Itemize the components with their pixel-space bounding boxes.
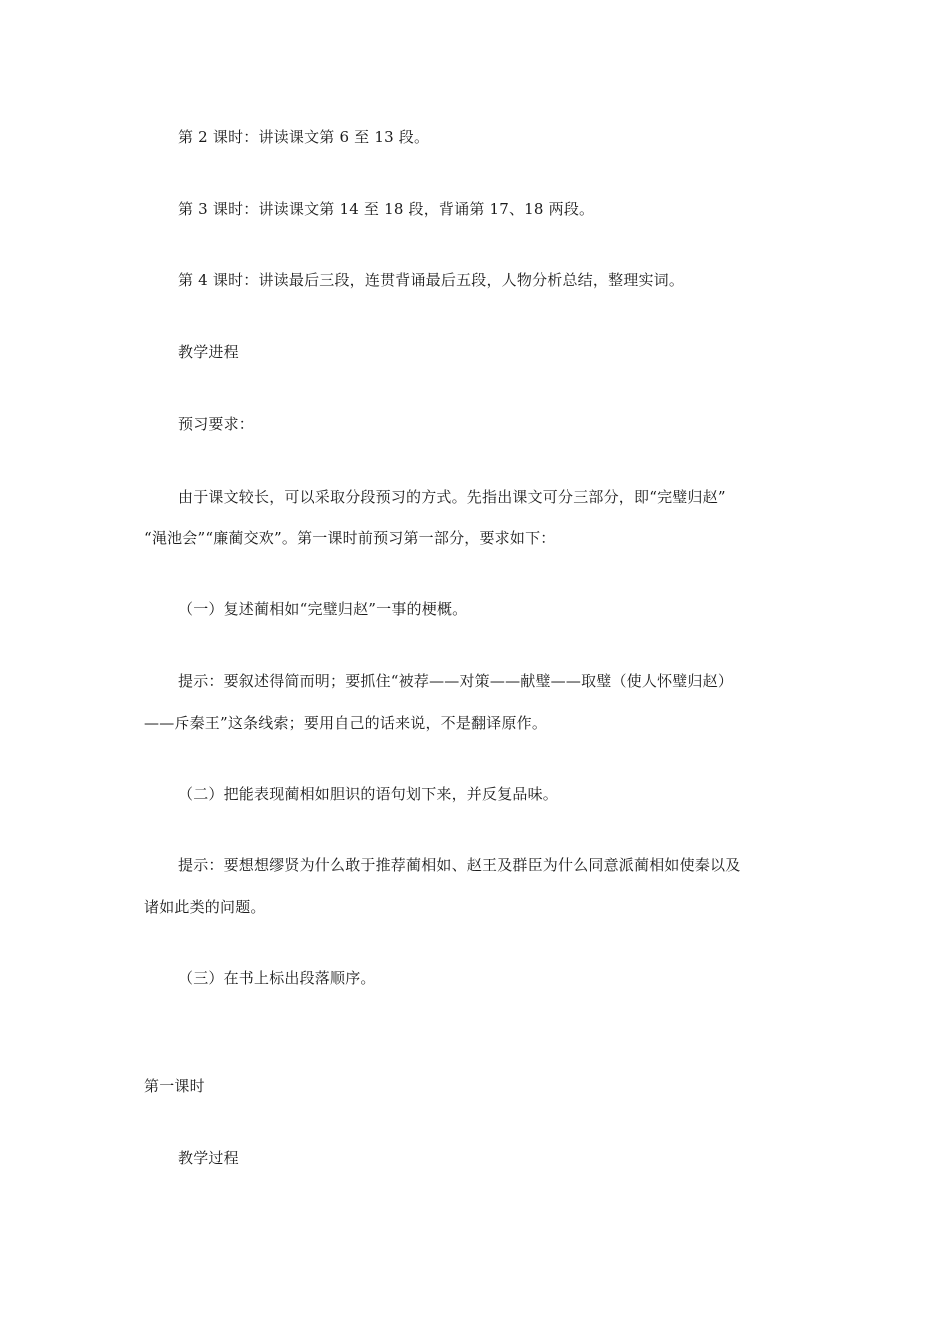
- first-lesson-heading: 第一课时: [144, 1077, 205, 1095]
- preview-item-2: （二）把能表现蔺相如胆识的语句划下来，并反复品味。: [178, 785, 559, 803]
- hint-1-line-1: 提示：要叙述得简而明；要抓住“被荐——对策——献璧——取璧（使人怀璧归赵）: [178, 672, 734, 690]
- teaching-process-heading: 教学进程: [178, 343, 239, 361]
- lesson-3-schedule: 第 3 课时：讲读课文第 14 至 18 段，背诵第 17、18 两段。: [178, 200, 595, 218]
- lesson-4-schedule: 第 4 课时：讲读最后三段，连贯背诵最后五段，人物分析总结，整理实词。: [178, 271, 685, 289]
- hint-1-line-2: ——斥秦王”这条线索；要用自己的话来说，不是翻译原作。: [144, 714, 548, 732]
- hint-2-line-1: 提示：要想想缪贤为什么敢于推荐蔺相如、赵王及群臣为什么同意派蔺相如使秦以及: [178, 856, 741, 874]
- preview-intro-line-1: 由于课文较长，可以采取分段预习的方式。先指出课文可分三部分，即“完璧归赵”: [178, 488, 726, 506]
- preview-item-1: （一）复述蔺相如“完璧归赵”一事的梗概。: [178, 600, 468, 618]
- preview-item-3: （三）在书上标出段落顺序。: [178, 969, 376, 987]
- lesson-2-schedule: 第 2 课时：讲读课文第 6 至 13 段。: [178, 128, 430, 146]
- teaching-steps-heading: 教学过程: [178, 1149, 239, 1167]
- preview-intro-line-2: “渑池会”“廉蔺交欢”。第一课时前预习第一部分，要求如下：: [144, 529, 556, 547]
- preview-requirements-heading: 预习要求：: [178, 415, 255, 433]
- hint-2-line-2: 诸如此类的问题。: [144, 898, 266, 916]
